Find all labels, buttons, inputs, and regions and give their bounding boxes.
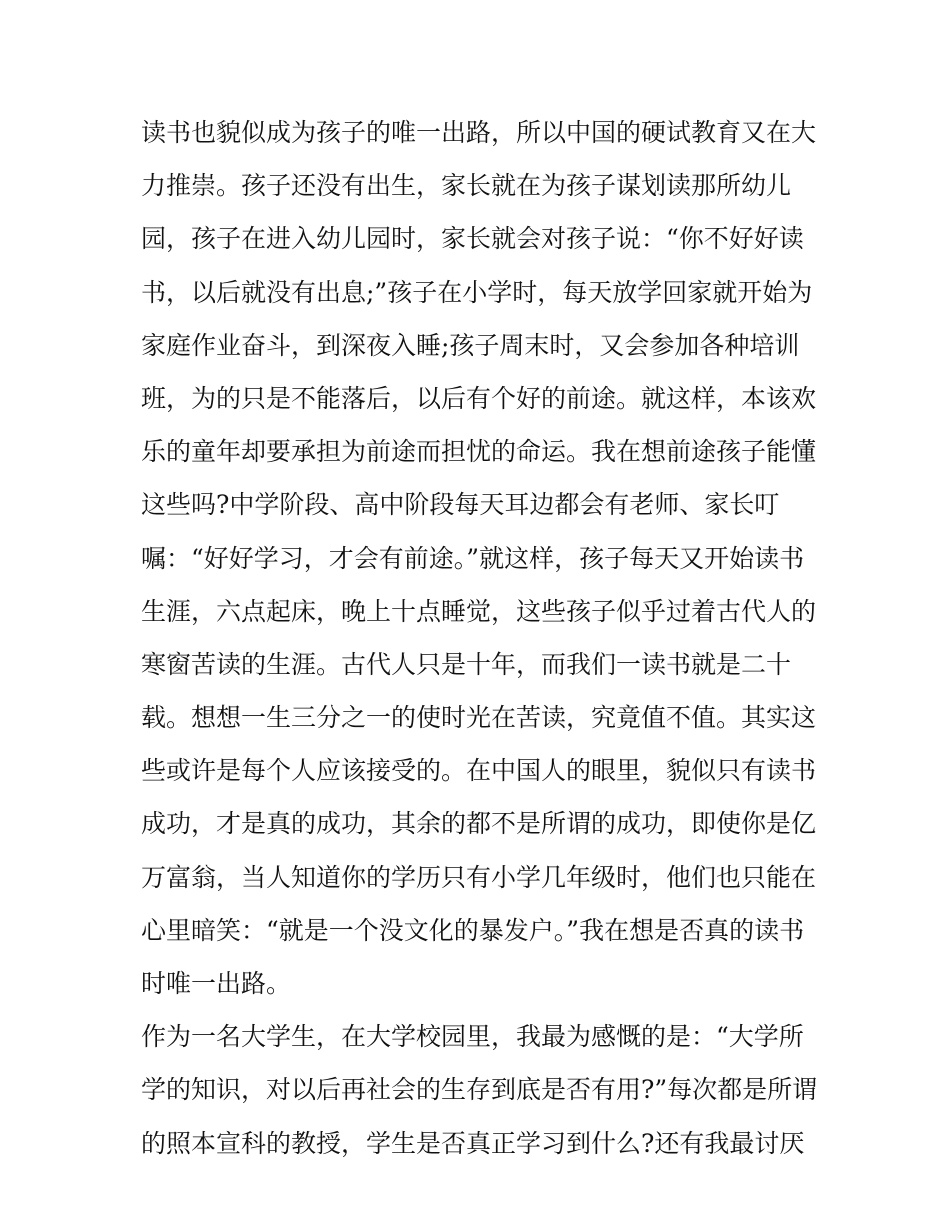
text-line: 学的知识，对以后再社会的生存到底是否有用?”每次都是所谓 xyxy=(141,1075,818,1105)
essay-text xyxy=(141,106,821,1170)
text-line: 载。想想一生三分之一的使时光在苦读，究竟值不值。其实这 xyxy=(141,703,817,733)
text-line: 乐的童年却要承担为前途而担忧的命运。我在想前途孩子能懂 xyxy=(141,437,817,467)
text-line: 些或许是每个人应该接受的。在中国人的眼里，貌似只有读书 xyxy=(141,756,817,786)
text-line: 心里暗笑：“就是一个没文化的暴发户。”我在想是否真的读书 xyxy=(141,915,805,945)
text-line: 作为一名大学生，在大学校园里，我最为感慨的是：“大学所 xyxy=(141,1022,804,1052)
text-line: 成功，才是真的成功，其余的都不是所谓的成功，即使你是亿 xyxy=(141,809,817,839)
text-line: 这些吗?中学阶段、高中阶段每天耳边都会有老师、家长叮 xyxy=(141,490,780,520)
text-line: 书，以后就没有出息;”孩子在小学时，每天放学回家就开始为 xyxy=(141,277,813,307)
text-line: 家庭作业奋斗，到深夜入睡;孩子周末时，又会参加各种培训 xyxy=(141,330,800,360)
text-line: 的照本宣科的教授，学生是否真正学习到什么?还有我最讨厌 xyxy=(141,1128,805,1158)
text-line: 力推崇。孩子还没有出生，家长就在为孩子谋划读那所幼儿 xyxy=(141,171,792,201)
text-line: 嘱：“好好学习，才会有前途。”就这样，孩子每天又开始读书 xyxy=(141,543,805,573)
text-line: 寒窗苦读的生涯。古代人只是十年，而我们一读书就是二十 xyxy=(141,649,792,679)
text-line: 班，为的只是不能落后，以后有个好的前途。就这样，本该欢 xyxy=(141,383,817,413)
text-line: 生涯，六点起床，晚上十点睡觉，这些孩子似乎过着古代人的 xyxy=(141,596,817,626)
text-line: 万富翁，当人知道你的学历只有小学几年级时，他们也只能在 xyxy=(141,862,817,892)
text-line: 读书也貌似成为孩子的唯一出路，所以中国的硬试教育又在大 xyxy=(141,118,817,147)
text-line: 时唯一出路。 xyxy=(141,969,292,998)
text-line: 园，孩子在进入幼儿园时，家长就会对孩子说：“你不好好读 xyxy=(141,224,804,254)
